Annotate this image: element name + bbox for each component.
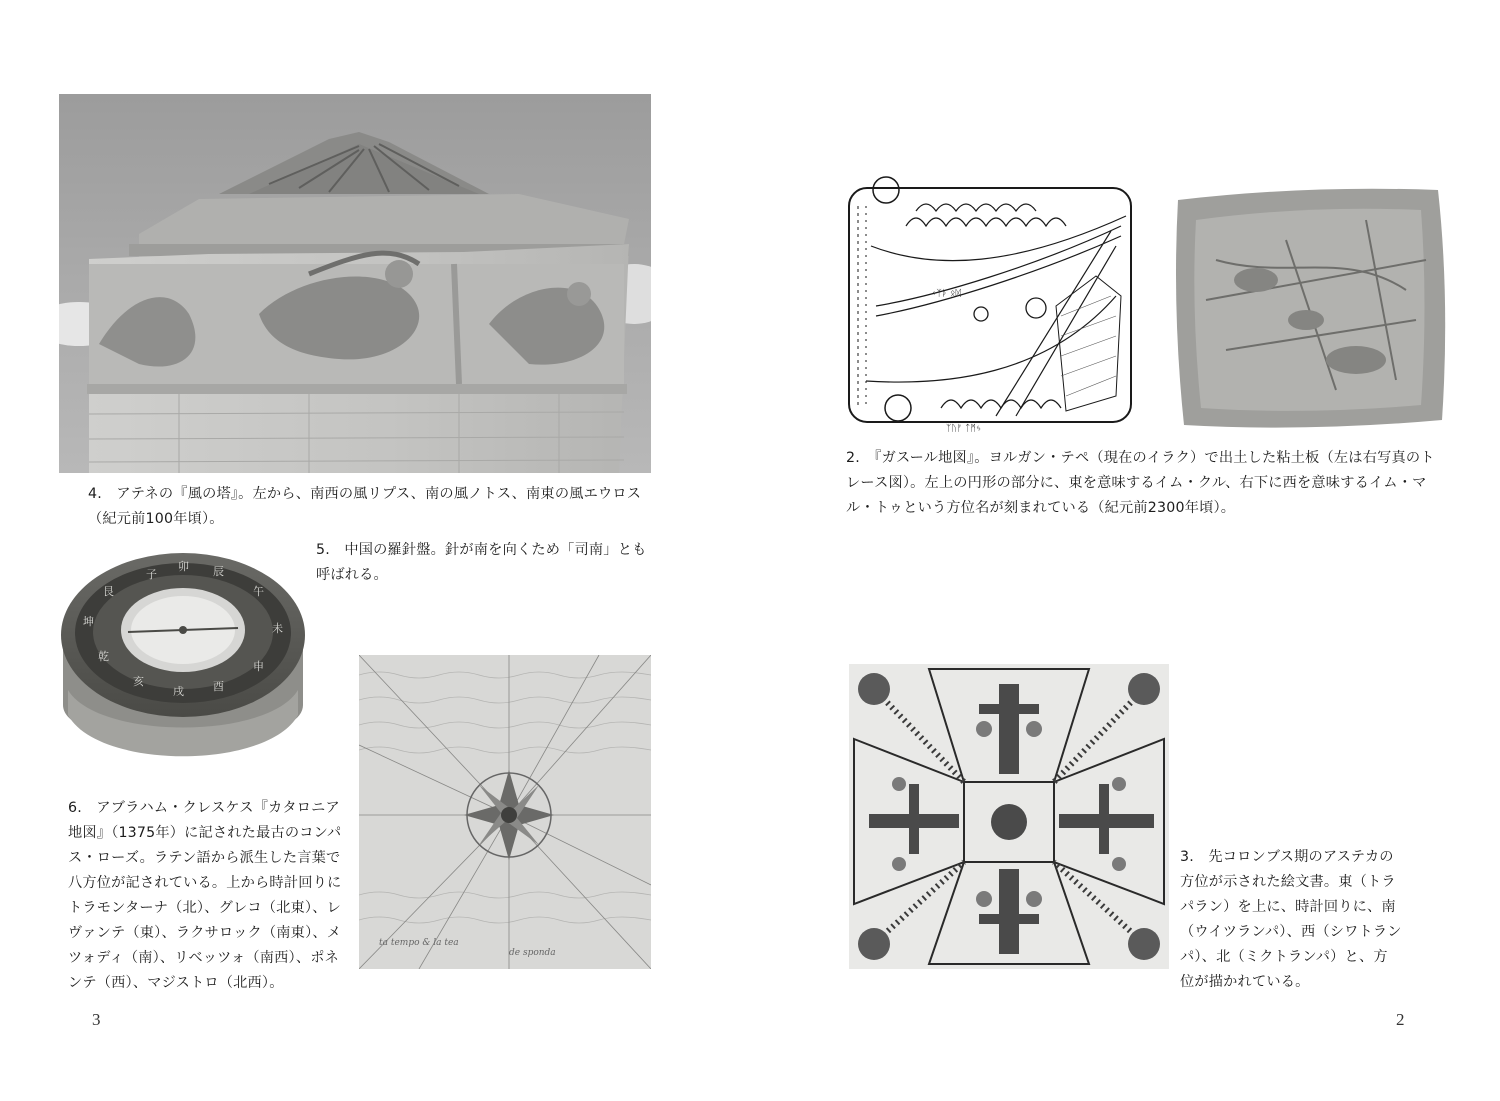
svg-text:乾: 乾 bbox=[98, 650, 109, 663]
catalan-atlas-rose-photo bbox=[359, 655, 651, 969]
chinese-compass-photo bbox=[58, 540, 308, 784]
svg-text:卯: 卯 bbox=[178, 560, 189, 573]
caption-gasur-map: 2. 『ガスール地図』。ヨルガン・テペ（現在のイラク）で出土した粘土板（左は右写真のトレース図）。左上の円形の部分に、東を意味するイム・クル、右下に西を意味するイム・マル・トゥという方位名が刻まれている（紀元前2300年頃）。 bbox=[846, 450, 1435, 516]
svg-text:de sponda: de sponda bbox=[509, 948, 556, 958]
page-number-left: 3 bbox=[92, 1010, 101, 1029]
svg-text:ᛉᚢᚠ ᛏᛗᛃ: ᛉᚢᚠ ᛏᛗᛃ bbox=[946, 424, 982, 434]
svg-text:辰: 辰 bbox=[213, 565, 224, 578]
svg-text:戌: 戌 bbox=[173, 685, 184, 698]
caption-tower-of-winds: 4. アテネの『風の塔』。左から、南西の風リプス、南の風ノトス、南東の風エウロス（紀元前100年頃）。 bbox=[88, 486, 642, 527]
gasur-map-tracing bbox=[846, 176, 1136, 442]
gasur-clay-tablet-photo bbox=[1166, 180, 1452, 435]
svg-text:亥: 亥 bbox=[133, 675, 144, 688]
caption-chinese-compass: 5. 中国の羅針盤。針が南を向くため「司南」とも呼ばれる。 bbox=[316, 542, 647, 583]
caption-aztec-codex: 3. 先コロンブス期のアステカの方位が示された絵文書。東（トラパラン）を上に、時計回りに、南（ウイツランパ）、西（シワトランパ）、北（ミクトランパ）と、方位が描かれている。 bbox=[1180, 849, 1402, 990]
svg-text:子: 子 bbox=[146, 568, 157, 581]
caption-catalan-atlas: 6. アブラハム・クレスケス『カタロニア地図』（1375年）に記された最古のコンパス・ローズ。ラテン語から派生した言葉で八方位が記されている。上から時計回りにトラモンターナ（北）、グレコ（北東）、レヴァンテ（東）、ラクサロック（南東）、メツォディ（南）、リベッツォ（南西）、ポネンテ（西）、マジストロ（北西）。 bbox=[68, 800, 342, 991]
svg-text:艮: 艮 bbox=[103, 585, 114, 598]
svg-text:坤: 坤 bbox=[83, 615, 94, 628]
page-number-right: 2 bbox=[1396, 1010, 1405, 1029]
svg-text:申: 申 bbox=[253, 660, 264, 673]
aztec-codex-image bbox=[849, 664, 1169, 969]
svg-text:午: 午 bbox=[253, 585, 264, 598]
svg-text:酉: 酉 bbox=[213, 680, 224, 693]
svg-text:ta tempo & la tea: ta tempo & la tea bbox=[379, 938, 459, 948]
tower-of-winds-photo bbox=[59, 94, 651, 473]
svg-text:ᚲᛉᚦ ᛟᛞ: ᚲᛉᚦ ᛟᛞ bbox=[931, 289, 961, 299]
svg-text:未: 未 bbox=[272, 622, 283, 635]
